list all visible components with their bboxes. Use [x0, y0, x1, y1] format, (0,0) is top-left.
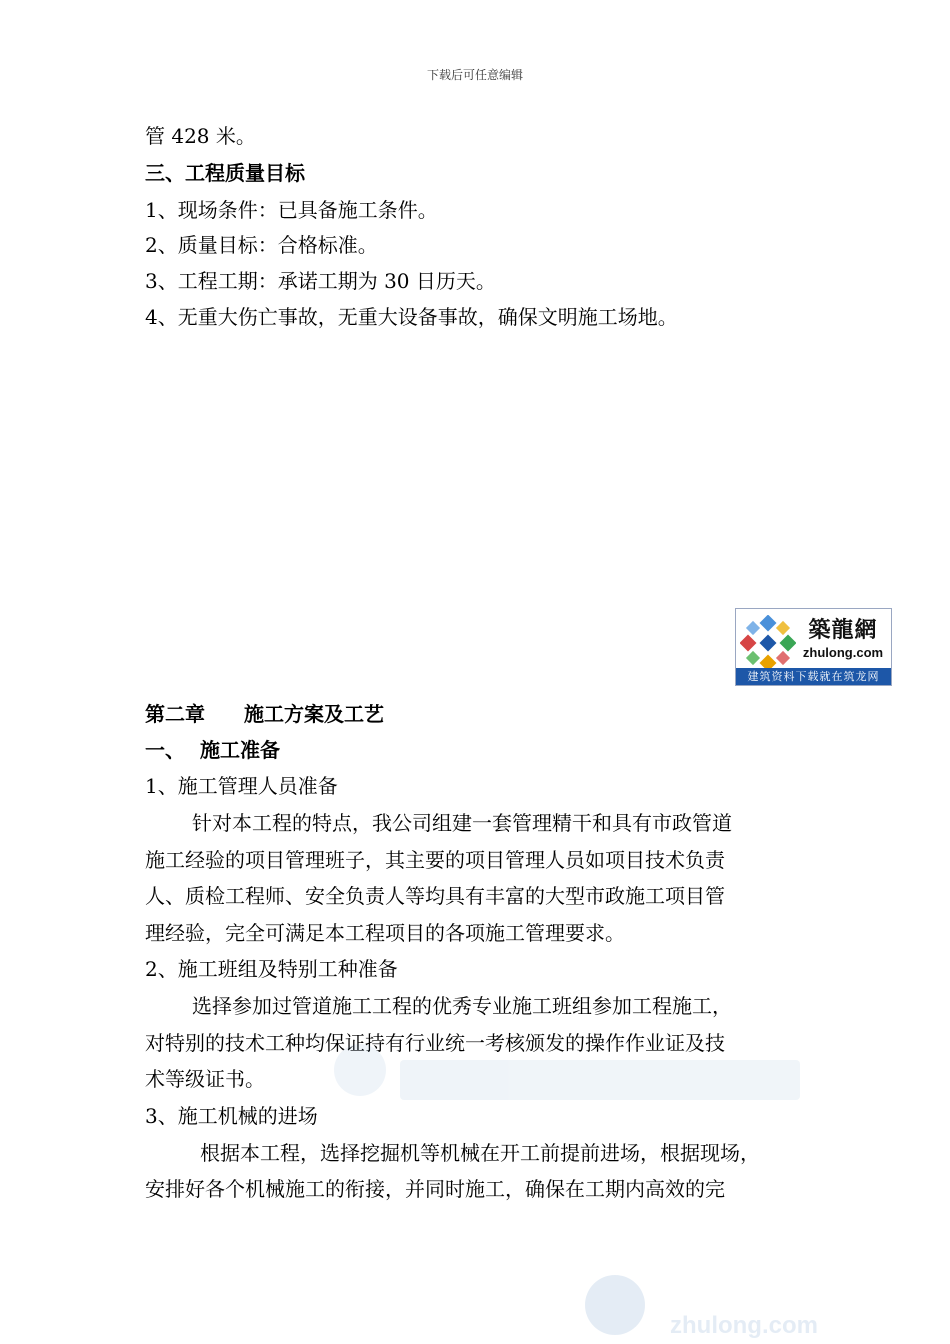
paragraph-line: 针对本工程的特点，我公司组建一套管理精干和具有市政管道 — [192, 811, 732, 835]
watermark-middle — [330, 1040, 800, 1120]
section-number: 一、 — [145, 738, 185, 762]
watermark-snowflake-icon — [580, 1270, 650, 1340]
text-line: 管 428 米。 — [145, 124, 256, 148]
paragraph-line: 理经验，完全可满足本工程项目的各项施工管理要求。 — [145, 921, 625, 945]
chapter-title: 施工方案及工艺 — [244, 702, 384, 726]
paragraph-line: 施工经验的项目管理班子，其主要的项目管理人员如项目技术负责 — [145, 848, 725, 872]
chapter-number: 第二章 — [145, 702, 205, 726]
logo-domain: zhulong.com — [802, 645, 884, 660]
subsection-heading: 2、施工班组及特别工种准备 — [145, 957, 398, 981]
list-item: 4、无重大伤亡事故，无重大设备事故，确保文明施工场地。 — [145, 305, 678, 329]
watermark-snowflake-icon — [330, 1040, 390, 1100]
list-item: 3、工程工期：承诺工期为 30 日历天。 — [145, 269, 496, 293]
watermark-band — [400, 1060, 800, 1100]
watermark-domain: zhulong.com — [670, 1312, 818, 1339]
list-item: 2、质量目标：合格标准。 — [145, 233, 378, 257]
paragraph-line: 术等级证书。 — [145, 1067, 265, 1091]
logo-snowflake-icon — [740, 615, 796, 671]
paragraph-line: 根据本工程，选择挖掘机等机械在开工前提前进场，根据现场， — [200, 1141, 760, 1165]
subsection-heading: 3、施工机械的进场 — [145, 1104, 318, 1128]
paragraph-line: 对特别的技术工种均保证持有行业统一考核颁发的操作作业证及技 — [145, 1031, 725, 1055]
list-item: 1、现场条件：已具备施工条件。 — [145, 198, 438, 222]
section-title: 施工准备 — [200, 738, 280, 762]
paragraph-line: 选择参加过管道施工工程的优秀专业施工班组参加工程施工， — [192, 994, 732, 1018]
paragraph-line: 安排好各个机械施工的衔接，并同时施工，确保在工期内高效的完 — [145, 1177, 725, 1201]
section-heading-quality: 三、工程质量目标 — [145, 161, 305, 185]
subsection-heading: 1、施工管理人员准备 — [145, 774, 338, 798]
paragraph-line: 人、质检工程师、安全负责人等均具有丰富的大型市政施工项目管 — [145, 884, 725, 908]
watermark-bottom — [580, 1270, 840, 1344]
zhulong-logo — [735, 608, 892, 686]
logo-banner: 建筑资料下载就在筑龙网 — [736, 668, 891, 685]
page-header-note: 下载后可任意编辑 — [426, 68, 523, 82]
logo-name: 築龍網 — [808, 618, 878, 643]
